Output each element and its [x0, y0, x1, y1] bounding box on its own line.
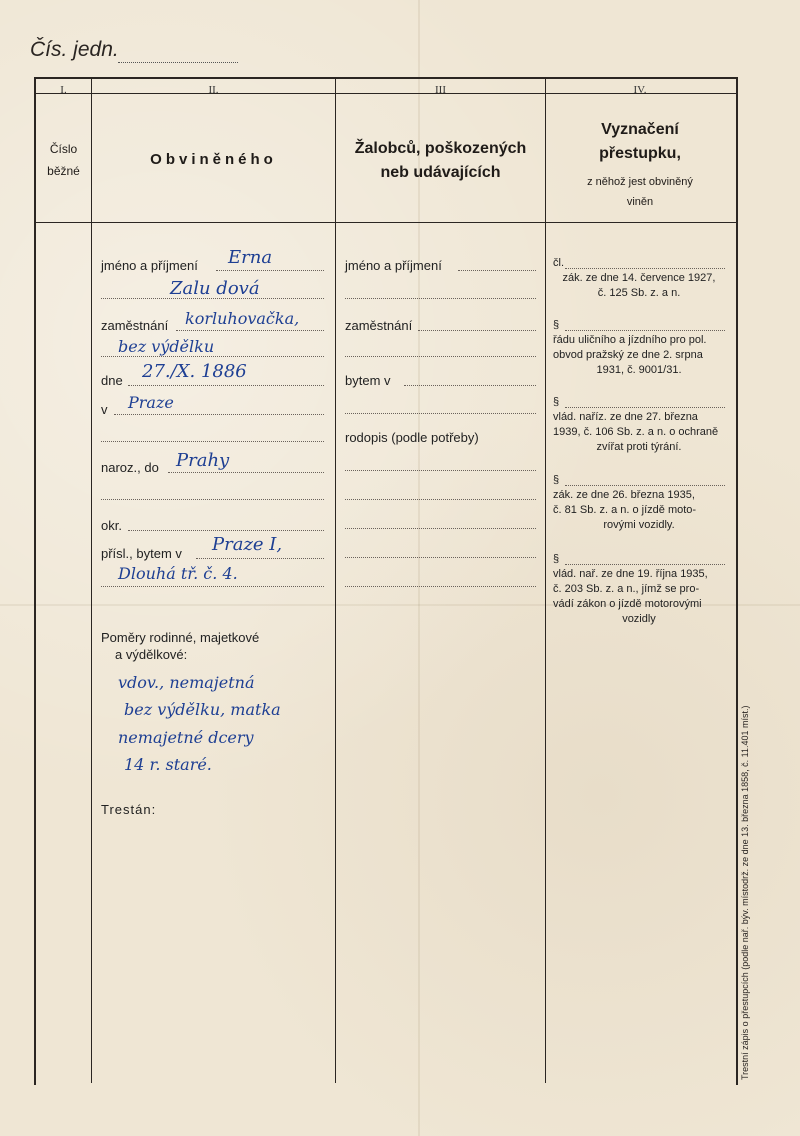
header-offence-line2: přestupku,	[599, 145, 681, 162]
defendant-occupation-label: zaměstnání	[101, 318, 169, 333]
defendant-birth-date: 27./X. 1886	[142, 361, 247, 382]
defendant-occupation-field-2[interactable]	[101, 356, 324, 357]
law-entry-4-line-2: č. 81 Sb. z. a n. o jízdě moto-	[553, 504, 697, 516]
defendant-street: Dlouhá tř. č. 4.	[118, 564, 238, 583]
defendant-street-field[interactable]	[101, 586, 324, 587]
law-entry-4-field[interactable]	[565, 485, 725, 486]
column-divider-1	[91, 77, 92, 1083]
family-status-label-2: a výdělkové:	[115, 647, 188, 662]
law-entry-4-head: §	[553, 474, 560, 486]
defendant-born-label: naroz., do	[101, 460, 159, 475]
law-entry-1-field[interactable]	[565, 268, 725, 269]
column-divider-3	[545, 77, 546, 1083]
plaintiff-residence-label: bytem v	[345, 373, 391, 388]
column-number-1: I.	[60, 84, 67, 96]
header-serial-line1: Číslo	[49, 142, 78, 156]
law-entry-3-field[interactable]	[565, 407, 725, 408]
law-entry-2	[553, 318, 725, 378]
family-status-line-3: nemajetné dcery	[118, 728, 254, 747]
law-entry-3-head: §	[553, 396, 560, 408]
law-entry-5-field[interactable]	[565, 564, 725, 565]
defendant-district-field[interactable]	[128, 530, 324, 531]
defendant-place-prefix: v	[101, 402, 108, 417]
law-entry-3-line-1: vlád. naříz. ze dne 27. března	[553, 411, 698, 423]
defendant-first-name: Erna	[228, 247, 273, 268]
column-header-defendant: Obviněného	[150, 151, 277, 168]
law-entry-4	[553, 473, 725, 533]
header-serial-line2: běžné	[47, 164, 80, 178]
plaintiff-occupation-field[interactable]	[418, 330, 536, 331]
defendant-name-label: jméno a příjmení	[101, 258, 198, 273]
sentenced-label: Trestán:	[101, 802, 157, 817]
family-status-line-1: vdov., nemajetná	[118, 673, 255, 692]
law-entry-3	[553, 395, 725, 455]
law-entry-2-line-3: 1931, č. 9001/31.	[596, 364, 682, 376]
law-entry-3-line-2: 1939, č. 106 Sb. z. a n. o ochraně	[553, 426, 719, 438]
law-entry-2-head: §	[553, 319, 560, 331]
defendant-blank-line-2[interactable]	[101, 499, 324, 500]
defendant-occupation: korluhovačka,	[185, 309, 300, 328]
column-header-plaintiffs	[336, 137, 545, 185]
form-legal-note: Trestní zápis o přestupcích (podle nař. býv. místodrž. ze dne 13. března 1858, č. 11.401 míst.)	[740, 705, 750, 1080]
law-entry-5	[553, 552, 725, 627]
law-entry-5-line-1: vlád. nař. ze dne 19. října 1935,	[553, 568, 708, 580]
column-header-serial	[36, 138, 91, 182]
column-number-3: III	[435, 84, 446, 96]
family-status-line-2: bez výdělku, matka	[124, 700, 281, 719]
defendant-date-label: dne	[101, 373, 123, 388]
law-entry-3-line-3: zvířat proti týrání.	[596, 441, 682, 453]
defendant-occupation-2: bez výdělku	[118, 337, 215, 356]
plaintiff-line-6[interactable]	[345, 413, 536, 414]
header-row-divider	[34, 222, 736, 223]
law-entry-4-line-1: zák. ze dne 26. března 1935,	[553, 489, 695, 501]
defendant-name-field[interactable]	[216, 270, 324, 271]
reference-number-field[interactable]	[118, 62, 238, 63]
plaintiff-name-label: jméno a příjmení	[345, 258, 442, 273]
plaintiff-line-12[interactable]	[345, 586, 536, 587]
plaintiff-occupation-label: zaměstnání	[345, 318, 413, 333]
defendant-residence-field[interactable]	[196, 558, 324, 559]
column-number-2: II.	[208, 84, 219, 96]
column-number-4: IV.	[633, 84, 647, 96]
family-status-line-4: 14 r. staré.	[124, 755, 212, 774]
plaintiff-residence-field[interactable]	[404, 385, 536, 386]
header-plaintiffs-line1: Žalobců, poškozených	[354, 140, 527, 157]
law-entry-5-head: §	[553, 553, 560, 565]
defendant-surname: Zalu dová	[170, 278, 260, 299]
defendant-blank-line-1[interactable]	[101, 441, 324, 442]
plaintiff-line-11[interactable]	[345, 557, 536, 558]
plaintiff-line-9[interactable]	[345, 499, 536, 500]
reference-number-label: Čís. jedn.	[30, 38, 119, 61]
defendant-born-field[interactable]	[168, 472, 324, 473]
header-offence-line1: Vyznačení	[601, 121, 679, 138]
law-entry-5-line-3: vádí zákon o jízdě motorovými	[553, 598, 702, 610]
header-plaintiffs-line2: neb udávajících	[380, 164, 501, 181]
plaintiff-name-field[interactable]	[458, 270, 536, 271]
plaintiff-bio-label: rodopis (podle potřeby)	[345, 430, 479, 445]
plaintiff-line-2[interactable]	[345, 298, 536, 299]
law-entry-2-line-2: obvod pražský ze dne 2. srpna	[553, 349, 703, 361]
law-entry-1	[553, 256, 725, 301]
law-entry-5-line-4: vozidly	[622, 613, 656, 625]
law-entry-1-head: čl.	[553, 257, 564, 269]
defendant-born-place: Prahy	[176, 450, 230, 471]
defendant-occupation-field[interactable]	[176, 330, 324, 331]
law-entry-2-line-1: řádu uličního a jízdního pro pol.	[553, 334, 707, 346]
plaintiff-line-8[interactable]	[345, 470, 536, 471]
defendant-place: Praze	[128, 393, 174, 412]
defendant-residence: Praze I,	[212, 534, 283, 555]
law-entry-2-field[interactable]	[565, 330, 725, 331]
law-entry-1-line-2: č. 125 Sb. z. a n.	[597, 287, 681, 299]
column-header-offence	[546, 118, 734, 212]
plaintiff-line-4[interactable]	[345, 356, 536, 357]
header-offence-sub-line2: viněn	[626, 196, 654, 208]
defendant-district-label: okr.	[101, 518, 122, 533]
law-entry-4-line-3: rovými vozidly.	[603, 519, 675, 531]
header-offence-sub-line1: z něhož jest obviněný	[587, 176, 693, 188]
defendant-place-field[interactable]	[114, 414, 324, 415]
defendant-residence-label: přísl., bytem v	[101, 546, 182, 561]
plaintiff-line-10[interactable]	[345, 528, 536, 529]
defendant-date-field[interactable]	[128, 385, 324, 386]
column-divider-2	[335, 77, 336, 1083]
family-status-label: Poměry rodinné, majetkové	[101, 630, 260, 645]
law-entry-5-line-2: č. 203 Sb. z. a n., jímž se pro-	[553, 583, 700, 595]
law-entry-1-line-1: zák. ze dne 14. července 1927,	[562, 272, 716, 284]
header-offence-sub	[546, 172, 734, 212]
